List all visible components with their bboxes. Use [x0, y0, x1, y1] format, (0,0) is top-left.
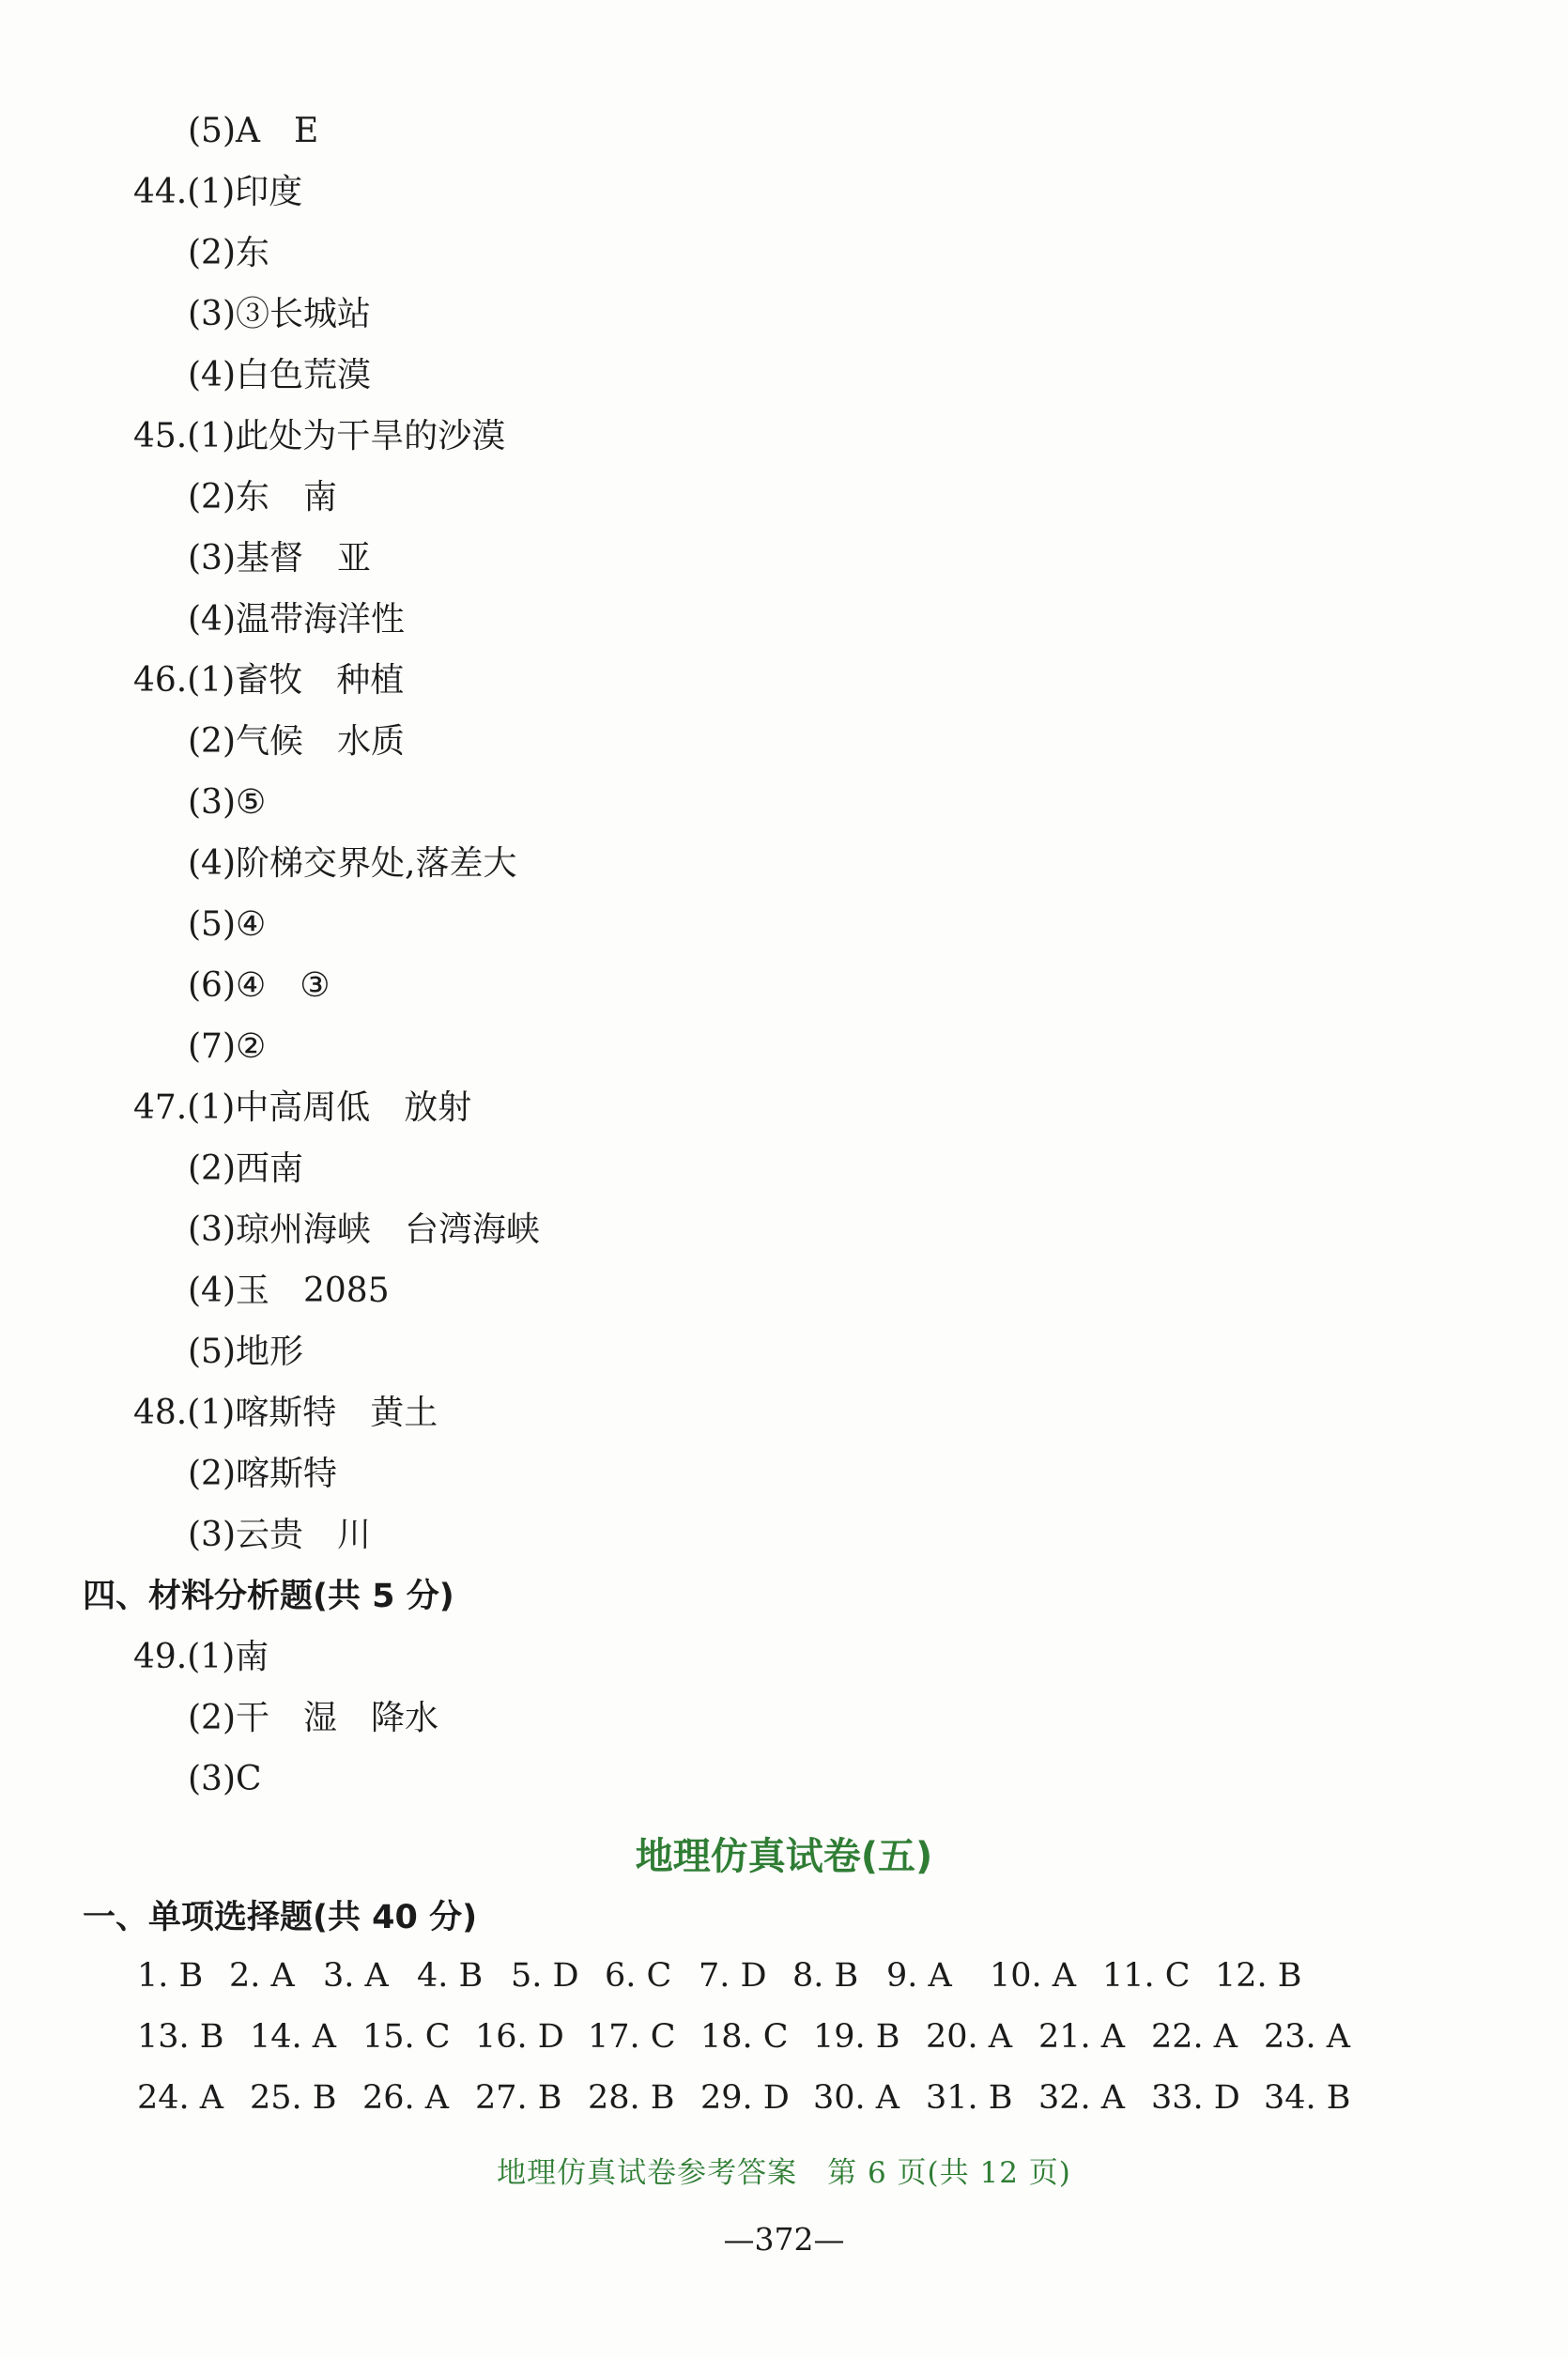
choice-answer: 4. B — [417, 1957, 484, 1995]
choice-answer: 21. A — [1038, 2018, 1126, 2056]
section-heading-choice: 一、单项选择题(共 40 分) — [83, 1899, 478, 1936]
question-answer: 48.(1)喀斯特 黄土 — [133, 1394, 438, 1432]
page-number: —372— — [723, 2221, 845, 2258]
question-answer: 46.(1)畜牧 种植 — [133, 661, 405, 700]
section-heading: 四、材料分析题(共 5 分) — [83, 1578, 454, 1615]
sub-answer: (2)东 南 — [188, 478, 337, 517]
sub-answer: (3)琼州海峡 台湾海峡 — [188, 1210, 540, 1249]
question-answer: 45.(1)此处为干旱的沙漠 — [133, 417, 506, 455]
choice-answer: 34. B — [1264, 2079, 1351, 2117]
choice-answer: 24. A — [137, 2079, 224, 2117]
choice-answer: 11. C — [1102, 1957, 1191, 1995]
sub-answer: (5)A E — [188, 112, 319, 150]
choice-answer: 8. B — [792, 1957, 859, 1995]
choice-answer: 18. C — [700, 2018, 789, 2056]
choice-answer: 32. A — [1038, 2079, 1126, 2117]
choice-answer: 7. D — [699, 1957, 767, 1995]
sub-answer: (4)白色荒漠 — [188, 356, 371, 394]
sub-answer: (4)玉 2085 — [188, 1272, 390, 1310]
sub-answer: (5)地形 — [188, 1333, 303, 1371]
choice-answer: 14. A — [250, 2018, 337, 2056]
choice-answer: 3. A — [323, 1957, 389, 1995]
choice-answer: 30. A — [813, 2079, 900, 2117]
choice-answer: 2. A — [229, 1957, 295, 1995]
choice-answer: 29. D — [700, 2079, 790, 2117]
exam-title: 地理仿真试卷(五) — [635, 1835, 933, 1878]
choice-answer: 10. A — [990, 1957, 1077, 1995]
choice-answer: 25. B — [250, 2079, 337, 2117]
choice-answer: 19. B — [813, 2018, 900, 2056]
choice-answer: 26. A — [362, 2079, 450, 2117]
choice-answer: 16. D — [475, 2018, 564, 2056]
sub-answer: (3)③长城站 — [188, 295, 371, 333]
choice-answer: 28. B — [588, 2079, 675, 2117]
sub-answer: (6)④ ③ — [188, 966, 331, 1005]
sub-answer: (4)阶梯交界处,落差大 — [188, 844, 517, 883]
sub-answer: (2)气候 水质 — [188, 722, 405, 761]
choice-answer: 22. A — [1151, 2018, 1238, 2056]
choice-answer: 13. B — [137, 2018, 224, 2056]
sub-answer: (7)② — [188, 1027, 267, 1066]
choice-answer: 23. A — [1264, 2018, 1351, 2056]
sub-answer: (3)⑤ — [188, 783, 267, 822]
choice-answer: 27. B — [475, 2079, 562, 2117]
sub-answer: (2)西南 — [188, 1149, 303, 1188]
question-answer: 49.(1)南 — [133, 1638, 269, 1676]
choice-answer: 20. A — [926, 2018, 1013, 2056]
question-answer: 44.(1)印度 — [133, 173, 303, 211]
choice-answer: 9. A — [886, 1957, 952, 1995]
sub-answer: (2)喀斯特 — [188, 1455, 337, 1493]
choice-answer: 6. C — [605, 1957, 672, 1995]
choice-answer: 33. D — [1151, 2079, 1240, 2117]
choice-answer: 1. B — [137, 1957, 204, 1995]
sub-answer: (2)东 — [188, 234, 269, 272]
sub-answer: (3)C — [188, 1760, 262, 1798]
page-footer: 地理仿真试卷参考答案 第 6 页(共 12 页) — [497, 2156, 1071, 2190]
choice-answer: 31. B — [926, 2079, 1013, 2117]
sub-answer: (3)云贵 川 — [188, 1516, 371, 1554]
choice-answer: 5. D — [511, 1957, 579, 1995]
sub-answer: (3)基督 亚 — [188, 539, 371, 578]
choice-answer: 15. C — [362, 2018, 451, 2056]
choice-answer: 12. B — [1215, 1957, 1302, 1995]
sub-answer: (5)④ — [188, 905, 267, 944]
sub-answer: (4)温带海洋性 — [188, 600, 405, 639]
question-answer: 47.(1)中高周低 放射 — [133, 1088, 472, 1127]
choice-answer: 17. C — [588, 2018, 676, 2056]
sub-answer: (2)干 湿 降水 — [188, 1699, 438, 1737]
